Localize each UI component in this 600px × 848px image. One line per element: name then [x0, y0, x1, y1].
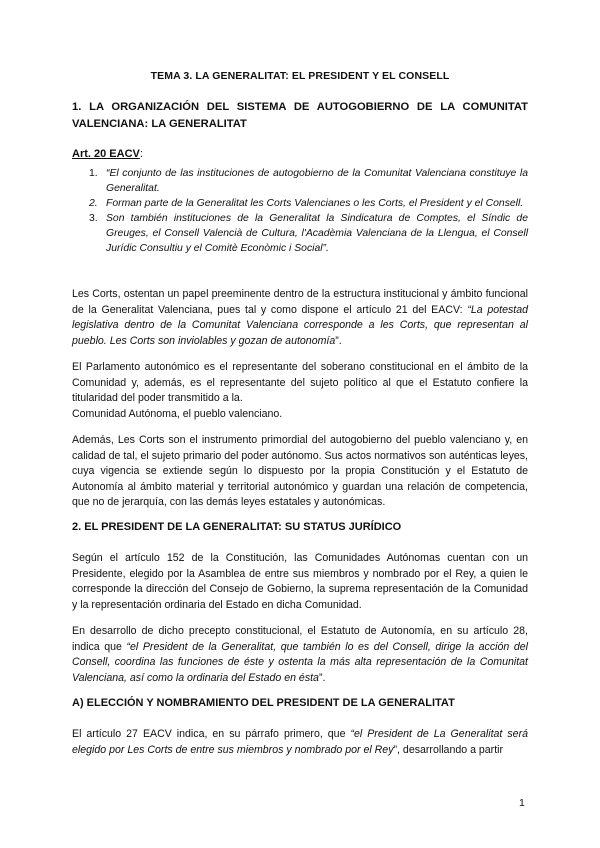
document-title: TEMA 3. LA GENERALITAT: EL PRESIDENT Y EL CONSELL	[150, 70, 450, 82]
list-item	[72, 211, 528, 256]
list-item-number: 2.	[89, 198, 98, 209]
list-item-text: Forman parte de la Generalitat les Corts Valencianes o les Corts, el President y el Consell.	[106, 198, 524, 209]
quote-art-28: “el President de la Generalitat, que también lo es del Consell, dirige la acción del Consell, coordina las funciones de éste y ostenta la más alta representación de la Comunitat Valenciana, así como la ordinaria del Estado en ésta	[72, 640, 528, 684]
list-item	[72, 166, 528, 196]
paragraph-parlamento: El Parlamento autonómico es el representante del soberano constitucional en el ámbito de la Comunidad y, además, es el representante del sujeto político al que el Estatuto confiere la titularidad del poder transmitido a la. Comunidad Autónoma, el pueblo valenciano.	[72, 361, 528, 420]
section-2-heading: 2. EL PRESIDENT DE LA GENERALITAT: SU STATUS JURÍDICO	[72, 521, 402, 533]
page-number: 1	[519, 797, 525, 809]
list-item-number: 3.	[89, 213, 98, 224]
article-20-list	[72, 166, 528, 256]
quote-art-21: “La potestad legislativa dentro de la Comunitat Valenciana corresponde a les Corts, que representan al pueblo. Les Corts son inviolables y gozan de autonomía	[72, 303, 528, 347]
paragraph-estatuto-28: En desarrollo de dicho precepto constitucional, el Estatuto de Autonomía, en su artículo 28, indica que “el President de la Generalitat, que también lo es del Consell, dirige la acción del Consell, coordina las funciones de éste y ostenta la más alta representación de la Comunitat Valenciana, así como la ordinaria del Estado en ésta”.	[72, 625, 528, 684]
section-1-heading: 1. LA ORGANIZACIÓN DEL SISTEMA DE AUTOGOBIERNO DE LA COMUNITAT VALENCIANA: LA GENERALITAT	[72, 101, 528, 130]
section-a-heading: A) ELECCIÓN Y NOMBRAMIENTO DEL PRESIDENT DE LA GENERALITAT	[72, 697, 455, 709]
paragraph-les-corts: Les Corts, ostentan un papel preeminente dentro de la estructura institucional y ámbito funcional de la Generalitat Valenciana, pues tal y como dispone el artículo 21 del EACV: “La potestad legislativa dentro de la Comunitat Valenciana corresponde a les Corts, que representan al pueblo. Les Corts son inviolables y gozan de autonomía”.	[72, 288, 528, 347]
list-item-text: “El conjunto de las instituciones de autogobierno de la Comunitat Valenciana constituye la Generalitat.	[106, 168, 528, 194]
quote-art-27: “el President de La Generalitat será elegido por Les Corts de entre sus miembros y nombrado por el Rey	[72, 728, 528, 756]
list-item-text: Son también instituciones de la Generalitat la Sindicatura de Comptes, el Síndic de Greuges, el Consell Valencià de Cultura, l'Acadèmia Valenciana de la Llengua, el Consell Jurídic Consultiu y el Comitè Econòmic i Social”.	[106, 213, 528, 254]
list-item	[72, 196, 528, 211]
paragraph-articulo-152: Según el artículo 152 de la Constitución, las Comunidades Autónomas cuentan con un Presidente, elegido por la Asamblea de entre sus miembros y nombrado por el Rey, a quien le corresponde la dirección del Consejo de Gobierno, la suprema representación de la Comunidad y la representación ordinaria del Estado en dicha Comunidad.	[72, 552, 528, 611]
article-20-link-text: Art. 20 EACV	[72, 148, 140, 160]
list-item-number: 1.	[89, 168, 98, 179]
paragraph-ademas: Además, Les Corts son el instrumento primordial del autogobierno del pueblo valenciano y, en calidad de tal, el sujeto primario del poder autónomo. Sus actos normativos son auténticas leyes, cuya vigencia se extiende según lo dispuesto por la propia Constitución y el Estatuto de Autonomía al ámbito material y territorial autonómico y guardan una relación de competencia, que no de jerarquía, con las demás leyes estatales y autonómicas.	[72, 434, 528, 509]
paragraph-articulo-27: El artículo 27 EACV indica, en su párrafo primero, que “el President de La Generalitat será elegido por Les Corts de entre sus miembros y nombrado por el Rey”, desarrollando a partir	[72, 728, 528, 756]
article-20-label: Art. 20 EACV:	[72, 148, 143, 160]
